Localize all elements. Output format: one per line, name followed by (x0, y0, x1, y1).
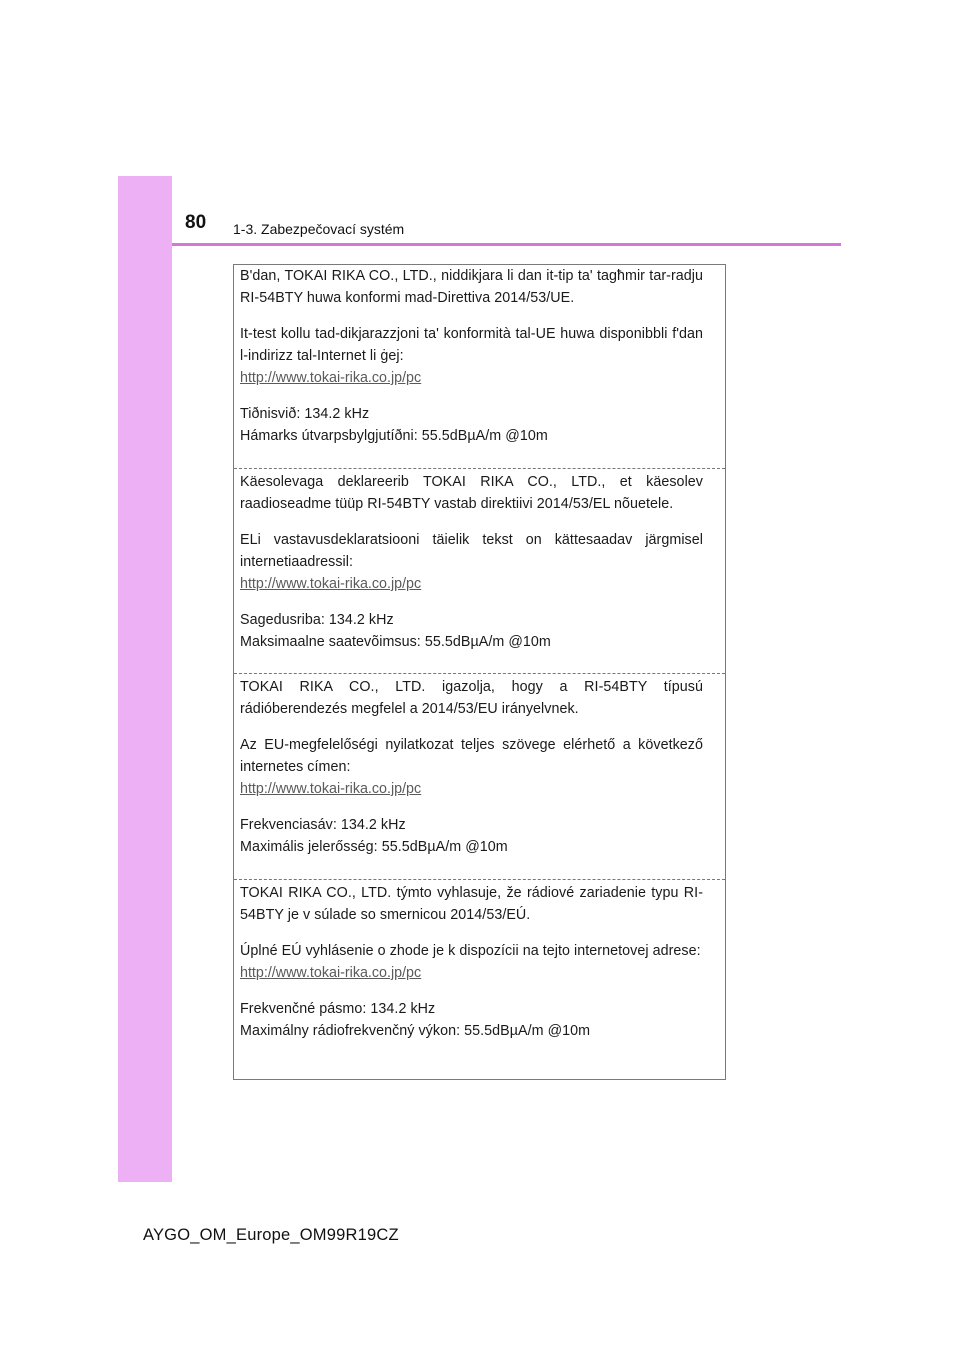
declaration-link[interactable]: http://www.tokai-rika.co.jp/pc (240, 965, 422, 981)
frequency-text: Tiðnisvið: 134.2 kHz (240, 406, 370, 422)
declaration-section-estonian (234, 468, 725, 673)
declaration-text: Käesolevaga deklareerib TOKAI RIKA CO., LTD., et käesolev raadioseadme tüüp RI-54BTY vastab direktiivi 2014/53/EL nõuetele. (240, 474, 703, 512)
declaration-text: B'dan, TOKAI RIKA CO., LTD., niddikjara li dan it-tip ta' tagħmir tar-radju RI-54BTY huwa konformi mad-Direttiva 2014/53/UE. (240, 268, 703, 306)
declaration-section-hungarian (234, 673, 725, 879)
page-number: 80 (185, 212, 207, 233)
power-text: Hámarks útvarpsbylgjutíðni: 55.5dBµA/m @10m (240, 428, 548, 444)
declaration-section-maltese (234, 265, 725, 468)
section-title: 1-3. Zabezpečovací systém (233, 221, 405, 237)
document-code: AYGO_OM_Europe_OM99R19CZ (143, 1226, 399, 1244)
frequency-text: Frekvenciasáv: 134.2 kHz (240, 817, 406, 833)
availability-text: ELi vastavusdeklaratsiooni täielik tekst on kättesaadav järgmisel internetiaadressil: (240, 532, 703, 570)
availability-text: Az EU-megfelelőségi nyilatkozat teljes szövege elérhető a következő internetes címen: (240, 737, 703, 775)
frequency-text: Sagedusriba: 134.2 kHz (240, 612, 394, 628)
declaration-text: TOKAI RIKA CO., LTD. týmto vyhlasuje, že rádiové zariadenie typu RI-54BTY je v súlade so smernicou 2014/53/EÚ. (240, 885, 703, 923)
side-color-band (118, 176, 172, 1182)
power-text: Maximálny rádiofrekvenčný výkon: 55.5dBµA/m @10m (240, 1023, 591, 1039)
availability-text: It-test kollu tad-dikjarazzjoni ta' konformità tal-UE huwa disponibbli f'dan l-indirizz tal-Internet li ġej: (240, 326, 703, 364)
declaration-section-slovak (234, 879, 725, 1079)
declaration-link[interactable]: http://www.tokai-rika.co.jp/pc (240, 781, 422, 797)
availability-text: Úplné EÚ vyhlásenie o zhode je k dispozícii na tejto internetovej adrese: (240, 943, 701, 959)
frequency-text: Frekvenčné pásmo: 134.2 kHz (240, 1001, 436, 1017)
declaration-text: TOKAI RIKA CO., LTD. igazolja, hogy a RI-54BTY típusú rádióberendezés megfelel a 2014/53/EU irányelvnek. (240, 679, 703, 717)
power-text: Maksimaalne saatevõimsus: 55.5dBµA/m @10m (240, 634, 551, 650)
declaration-link[interactable]: http://www.tokai-rika.co.jp/pc (240, 576, 422, 592)
declaration-box (233, 264, 726, 1080)
declaration-link[interactable]: http://www.tokai-rika.co.jp/pc (240, 370, 422, 386)
power-text: Maximális jelerősség: 55.5dBµA/m @10m (240, 839, 508, 855)
header-rule (172, 243, 841, 246)
